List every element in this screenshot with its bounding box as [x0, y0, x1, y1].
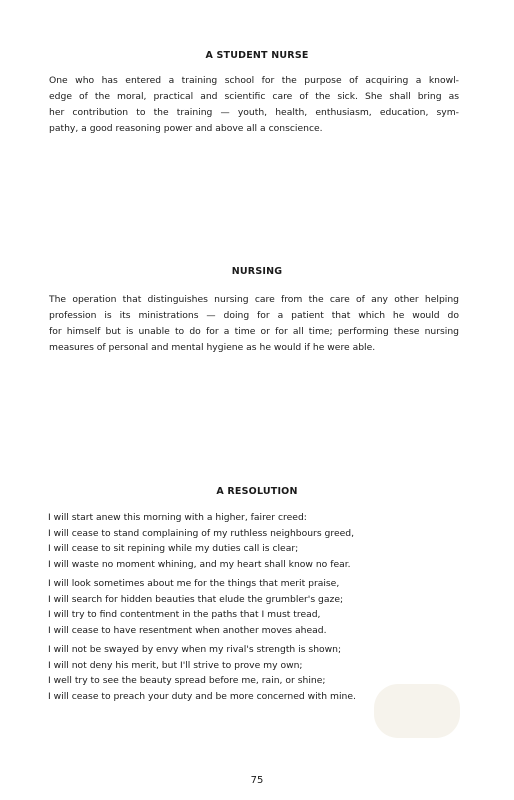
text-line: profession is its ministrations — doing for a patient that which he would do — [49, 310, 459, 321]
section-title-nursing: NURSING — [231, 266, 283, 277]
poem-line: I will start anew this morning with a higher, fairer creed: — [48, 512, 307, 523]
page-number: 75 — [250, 775, 264, 786]
poem-line: I will try to find contentment in the paths that I must tread, — [48, 609, 321, 620]
poem-line: I will waste no moment whining, and my heart shall know no fear. — [48, 558, 351, 570]
text-line: edge of the moral, practical and scientific care of the sick. She shall bring as — [49, 91, 459, 102]
text-line: measures of personal and mental hygiene as he would if he were able. — [49, 342, 376, 353]
paragraph-student-nurse — [49, 73, 459, 137]
text-line: her contribution to the training — youth, health, enthusiasm, education, sym- — [49, 107, 459, 118]
text-line: One who has entered a training school for the purpose of acquiring a knowl- — [49, 75, 459, 86]
poem-line: I will cease to preach your duty and be more concerned with mine. — [48, 690, 356, 702]
poem-line: I will search for hidden beauties that elude the grumbler's gaze; — [48, 593, 344, 605]
poem-line: I well try to see the beauty spread before me, rain, or shine; — [48, 675, 326, 686]
text-line: for himself but is unable to do for a time or for all time; performing these nursing — [49, 326, 459, 337]
text-line: pathy, a good reasoning power and above all a conscience. — [49, 123, 323, 134]
poem-line: I will cease to have resentment when another moves ahead. — [48, 624, 327, 636]
text-line: The operation that distinguishes nursing care from the care of any other helping — [49, 294, 459, 305]
section-title-resolution: A RESOLUTION — [216, 486, 298, 497]
paper-smudge — [374, 684, 460, 738]
poem-line: I will not be swayed by envy when my rival's strength is shown; — [48, 644, 342, 655]
section-title-student-nurse: A STUDENT NURSE — [205, 50, 309, 61]
poem-stanza-1 — [48, 510, 468, 572]
poem-line: I will not deny his merit, but I'll strive to prove my own; — [48, 659, 303, 671]
poem-line: I will cease to sit repining while my duties call is clear; — [48, 543, 299, 554]
poem-stanza-2 — [48, 576, 468, 638]
poem-line: I will look sometimes about me for the things that merit praise, — [48, 578, 340, 589]
paragraph-nursing — [49, 292, 459, 356]
poem-line: I will cease to stand complaining of my ruthless neighbours greed, — [48, 527, 355, 539]
